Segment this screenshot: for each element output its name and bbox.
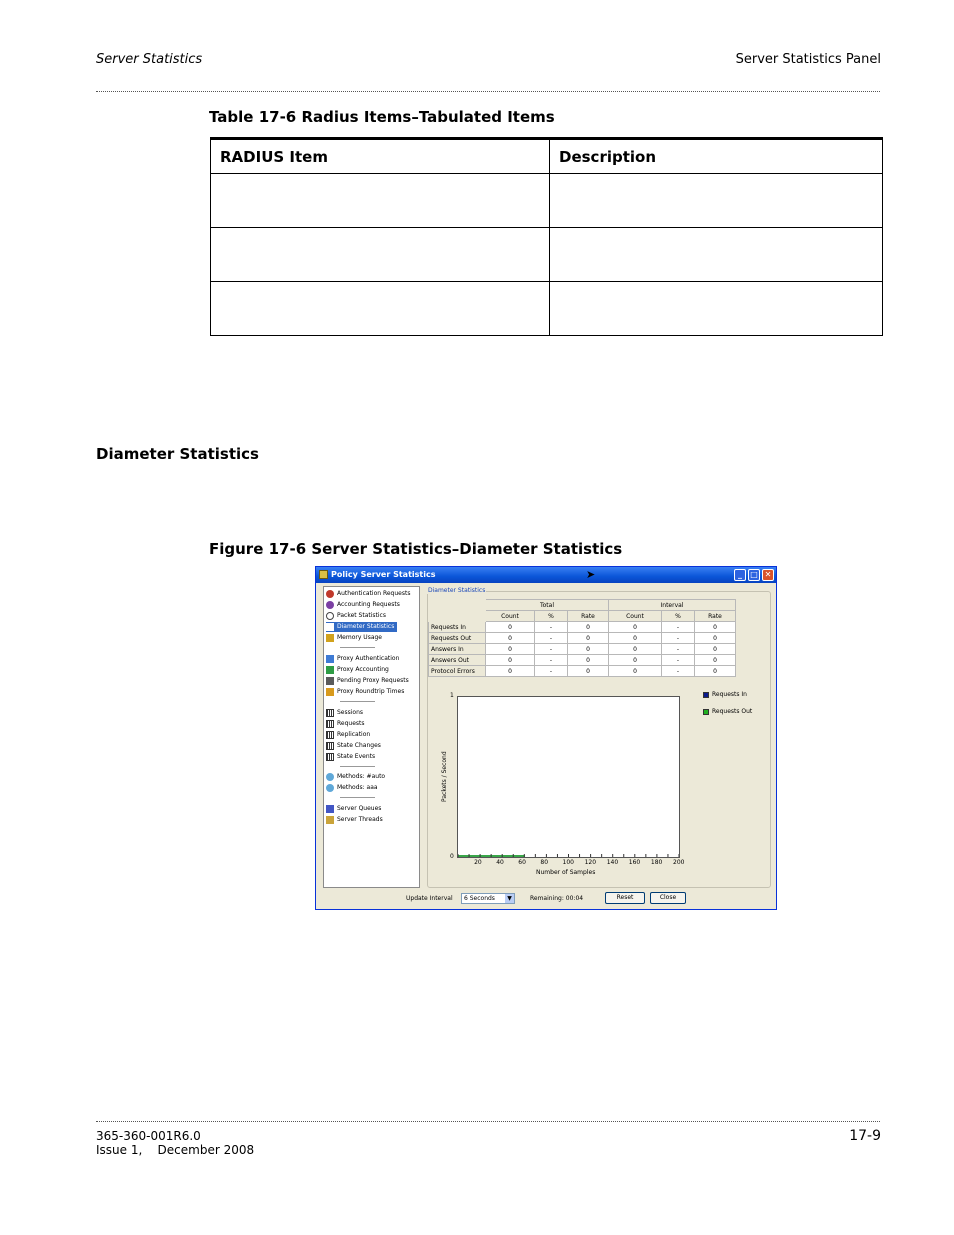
nav-separator	[340, 647, 375, 648]
grid-icon	[326, 742, 334, 750]
chevron-down-icon[interactable]: ▼	[505, 894, 514, 903]
col-header: Count	[486, 611, 535, 622]
table-row	[429, 644, 736, 655]
stat-cell: -	[535, 655, 568, 666]
grid-icon	[326, 753, 334, 761]
row-header: Answers In	[429, 644, 486, 655]
nav-separator	[340, 797, 375, 798]
table-row	[211, 174, 883, 228]
stat-cell: -	[662, 633, 695, 644]
x-tick-label: 180	[650, 859, 663, 866]
proxy-auth-icon	[326, 655, 334, 663]
stat-cell: 0	[486, 622, 535, 633]
col-header: Rate	[568, 611, 609, 622]
maximize-button[interactable]: □	[748, 569, 760, 581]
x-tick-label: 120	[584, 859, 597, 866]
page-number: 17-9	[849, 1128, 881, 1144]
bottom-controls	[316, 891, 776, 905]
stat-cell: 0	[486, 633, 535, 644]
roundtrip-icon	[326, 688, 334, 696]
threads-icon	[326, 816, 334, 824]
stat-cell: 0	[695, 622, 736, 633]
radius-items-table	[210, 137, 883, 336]
accounting-icon	[326, 601, 334, 609]
update-interval-label: Update Interval	[406, 895, 453, 902]
stat-cell: -	[535, 644, 568, 655]
stat-cell: -	[662, 622, 695, 633]
proxy-accounting-icon	[326, 666, 334, 674]
table-cell	[550, 228, 883, 282]
nav-item-proxy-authentication[interactable]: Proxy Authentication	[326, 654, 399, 664]
grid-icon	[326, 720, 334, 728]
table-row	[211, 282, 883, 336]
running-header-left: Server Statistics	[96, 52, 203, 67]
stat-cell: 0	[568, 644, 609, 655]
close-button[interactable]: Close	[650, 892, 686, 904]
legend-item-requests-in: Requests In	[703, 691, 747, 698]
nav-item-methods-auto[interactable]: Methods: #auto	[326, 772, 385, 782]
stat-cell: 0	[568, 633, 609, 644]
stat-cell: -	[535, 633, 568, 644]
header-rule	[96, 91, 880, 92]
pending-icon	[326, 677, 334, 685]
row-header: Requests In	[429, 622, 486, 633]
stat-cell: 0	[695, 655, 736, 666]
grid-icon	[326, 731, 334, 739]
nav-item-accounting-requests[interactable]: Accounting Requests	[326, 600, 400, 610]
y-tick-label: 1	[450, 692, 454, 699]
stat-cell: 0	[609, 633, 662, 644]
stat-cell: 0	[695, 666, 736, 677]
minimize-button[interactable]: _	[734, 569, 746, 581]
close-window-button[interactable]: ✕	[762, 569, 774, 581]
authentication-icon	[326, 590, 334, 598]
column-header-radius-item: RADIUS Item	[211, 139, 550, 174]
table-cell	[550, 282, 883, 336]
stat-cell: 0	[568, 655, 609, 666]
x-axis-label: Number of Samples	[536, 869, 596, 876]
stat-cell: 0	[609, 666, 662, 677]
table-row	[429, 633, 736, 644]
stat-cell: 0	[609, 622, 662, 633]
legend-item-requests-out: Requests Out	[703, 708, 752, 715]
col-header: Rate	[695, 611, 736, 622]
nav-item-authentication-requests[interactable]: Authentication Requests	[326, 589, 410, 599]
clock-icon	[326, 612, 334, 620]
mouse-cursor-icon: ➤	[586, 568, 596, 581]
nav-item-memory-usage[interactable]: Memory Usage	[326, 633, 382, 643]
running-header-right: Server Statistics Panel	[735, 52, 881, 67]
row-header: Answers Out	[429, 655, 486, 666]
stat-cell: -	[662, 655, 695, 666]
diameter-stats-table	[428, 599, 736, 677]
x-tick-label: 60	[518, 859, 526, 866]
policy-server-statistics-window	[315, 566, 777, 910]
table-caption: Table 17-6 Radius Items–Tabulated Items	[209, 108, 555, 126]
y-tick-label: 0	[450, 853, 454, 860]
stat-cell: 0	[568, 666, 609, 677]
row-header: Requests Out	[429, 633, 486, 644]
window-titlebar[interactable]	[316, 567, 776, 583]
figure-caption: Figure 17-6 Server Statistics–Diameter Statistics	[209, 540, 623, 558]
nav-separator	[340, 766, 375, 767]
remaining-timer: Remaining: 00:04	[530, 895, 584, 902]
footer-rule	[96, 1121, 880, 1122]
stat-cell: 0	[609, 644, 662, 655]
legend-swatch	[703, 709, 709, 715]
method-icon	[326, 773, 334, 781]
line-chart-plot-area	[457, 696, 680, 858]
nav-item-server-threads[interactable]: Server Threads	[326, 815, 383, 825]
group-label: Diameter Statistics	[428, 587, 486, 594]
x-tick-label: 40	[496, 859, 504, 866]
section-title: Diameter Statistics	[96, 445, 259, 463]
x-tick-label: 140	[606, 859, 619, 866]
x-tick-label: 100	[562, 859, 574, 866]
table-cell	[211, 282, 550, 336]
stat-cell: -	[662, 644, 695, 655]
x-tick-label: 80	[540, 859, 549, 866]
nav-item-diameter-statistics[interactable]: Diameter Statistics	[326, 622, 397, 632]
table-row	[429, 622, 736, 633]
nav-item-proxy-accounting[interactable]: Proxy Accounting	[326, 665, 389, 675]
nav-item-packet-statistics[interactable]: Packet Statistics	[326, 611, 386, 621]
x-tick-label: 200	[673, 859, 685, 866]
nav-item-state-events[interactable]: State Events	[326, 752, 375, 762]
nav-item-sessions[interactable]: Sessions	[326, 708, 363, 718]
method-icon	[326, 784, 334, 792]
nav-item-pending-proxy-requests[interactable]: Pending Proxy Requests	[326, 676, 409, 686]
row-header: Protocol Errors	[429, 666, 486, 677]
reset-button[interactable]: Reset	[605, 892, 645, 904]
line-chart-svg	[458, 697, 679, 857]
col-header: %	[535, 611, 568, 622]
column-header-description: Description	[550, 139, 883, 174]
table-row	[429, 666, 736, 677]
nav-item-state-changes[interactable]: State Changes	[326, 741, 381, 751]
stat-cell: 0	[486, 655, 535, 666]
nav-item-server-queues[interactable]: Server Queues	[326, 804, 381, 814]
stat-cell: -	[662, 666, 695, 677]
table-row	[429, 655, 736, 666]
nav-separator	[340, 701, 375, 702]
grid-icon	[326, 709, 334, 717]
nav-item-methods-aaa[interactable]: Methods: aaa	[326, 783, 378, 793]
window-title: Policy Server Statistics	[331, 570, 436, 579]
document-id: 365-360-001R6.0	[96, 1129, 201, 1143]
stat-cell: 0	[568, 622, 609, 633]
stat-cell: 0	[609, 655, 662, 666]
stat-cell: 0	[486, 644, 535, 655]
stat-cell: 0	[486, 666, 535, 677]
issue-date: Issue 1, December 2008	[96, 1143, 255, 1157]
y-axis-label: Packets / Second	[441, 751, 448, 802]
diameter-icon	[326, 623, 334, 631]
nav-item-requests[interactable]: Requests	[326, 719, 365, 729]
stat-cell: 0	[695, 633, 736, 644]
table-cell	[211, 174, 550, 228]
stat-cell: -	[535, 666, 568, 677]
group-header-total: Total	[486, 600, 609, 611]
x-tick-label: 160	[628, 859, 641, 866]
memory-icon	[326, 634, 334, 642]
stat-cell: 0	[695, 644, 736, 655]
legend-swatch	[703, 692, 709, 698]
stat-cell: -	[535, 622, 568, 633]
queue-icon	[326, 805, 334, 813]
col-header: Count	[609, 611, 662, 622]
table-row	[211, 228, 883, 282]
table-cell	[211, 228, 550, 282]
nav-item-proxy-roundtrip-times[interactable]: Proxy Roundtrip Times	[326, 687, 404, 697]
update-interval-select[interactable]: 6 Seconds ▼	[461, 893, 515, 904]
statistics-nav-panel	[323, 586, 420, 888]
app-icon	[319, 570, 328, 579]
x-tick-label: 20	[474, 859, 482, 866]
nav-item-replication[interactable]: Replication	[326, 730, 370, 740]
group-header-interval: Interval	[609, 600, 736, 611]
table-cell	[550, 174, 883, 228]
col-header: %	[662, 611, 695, 622]
